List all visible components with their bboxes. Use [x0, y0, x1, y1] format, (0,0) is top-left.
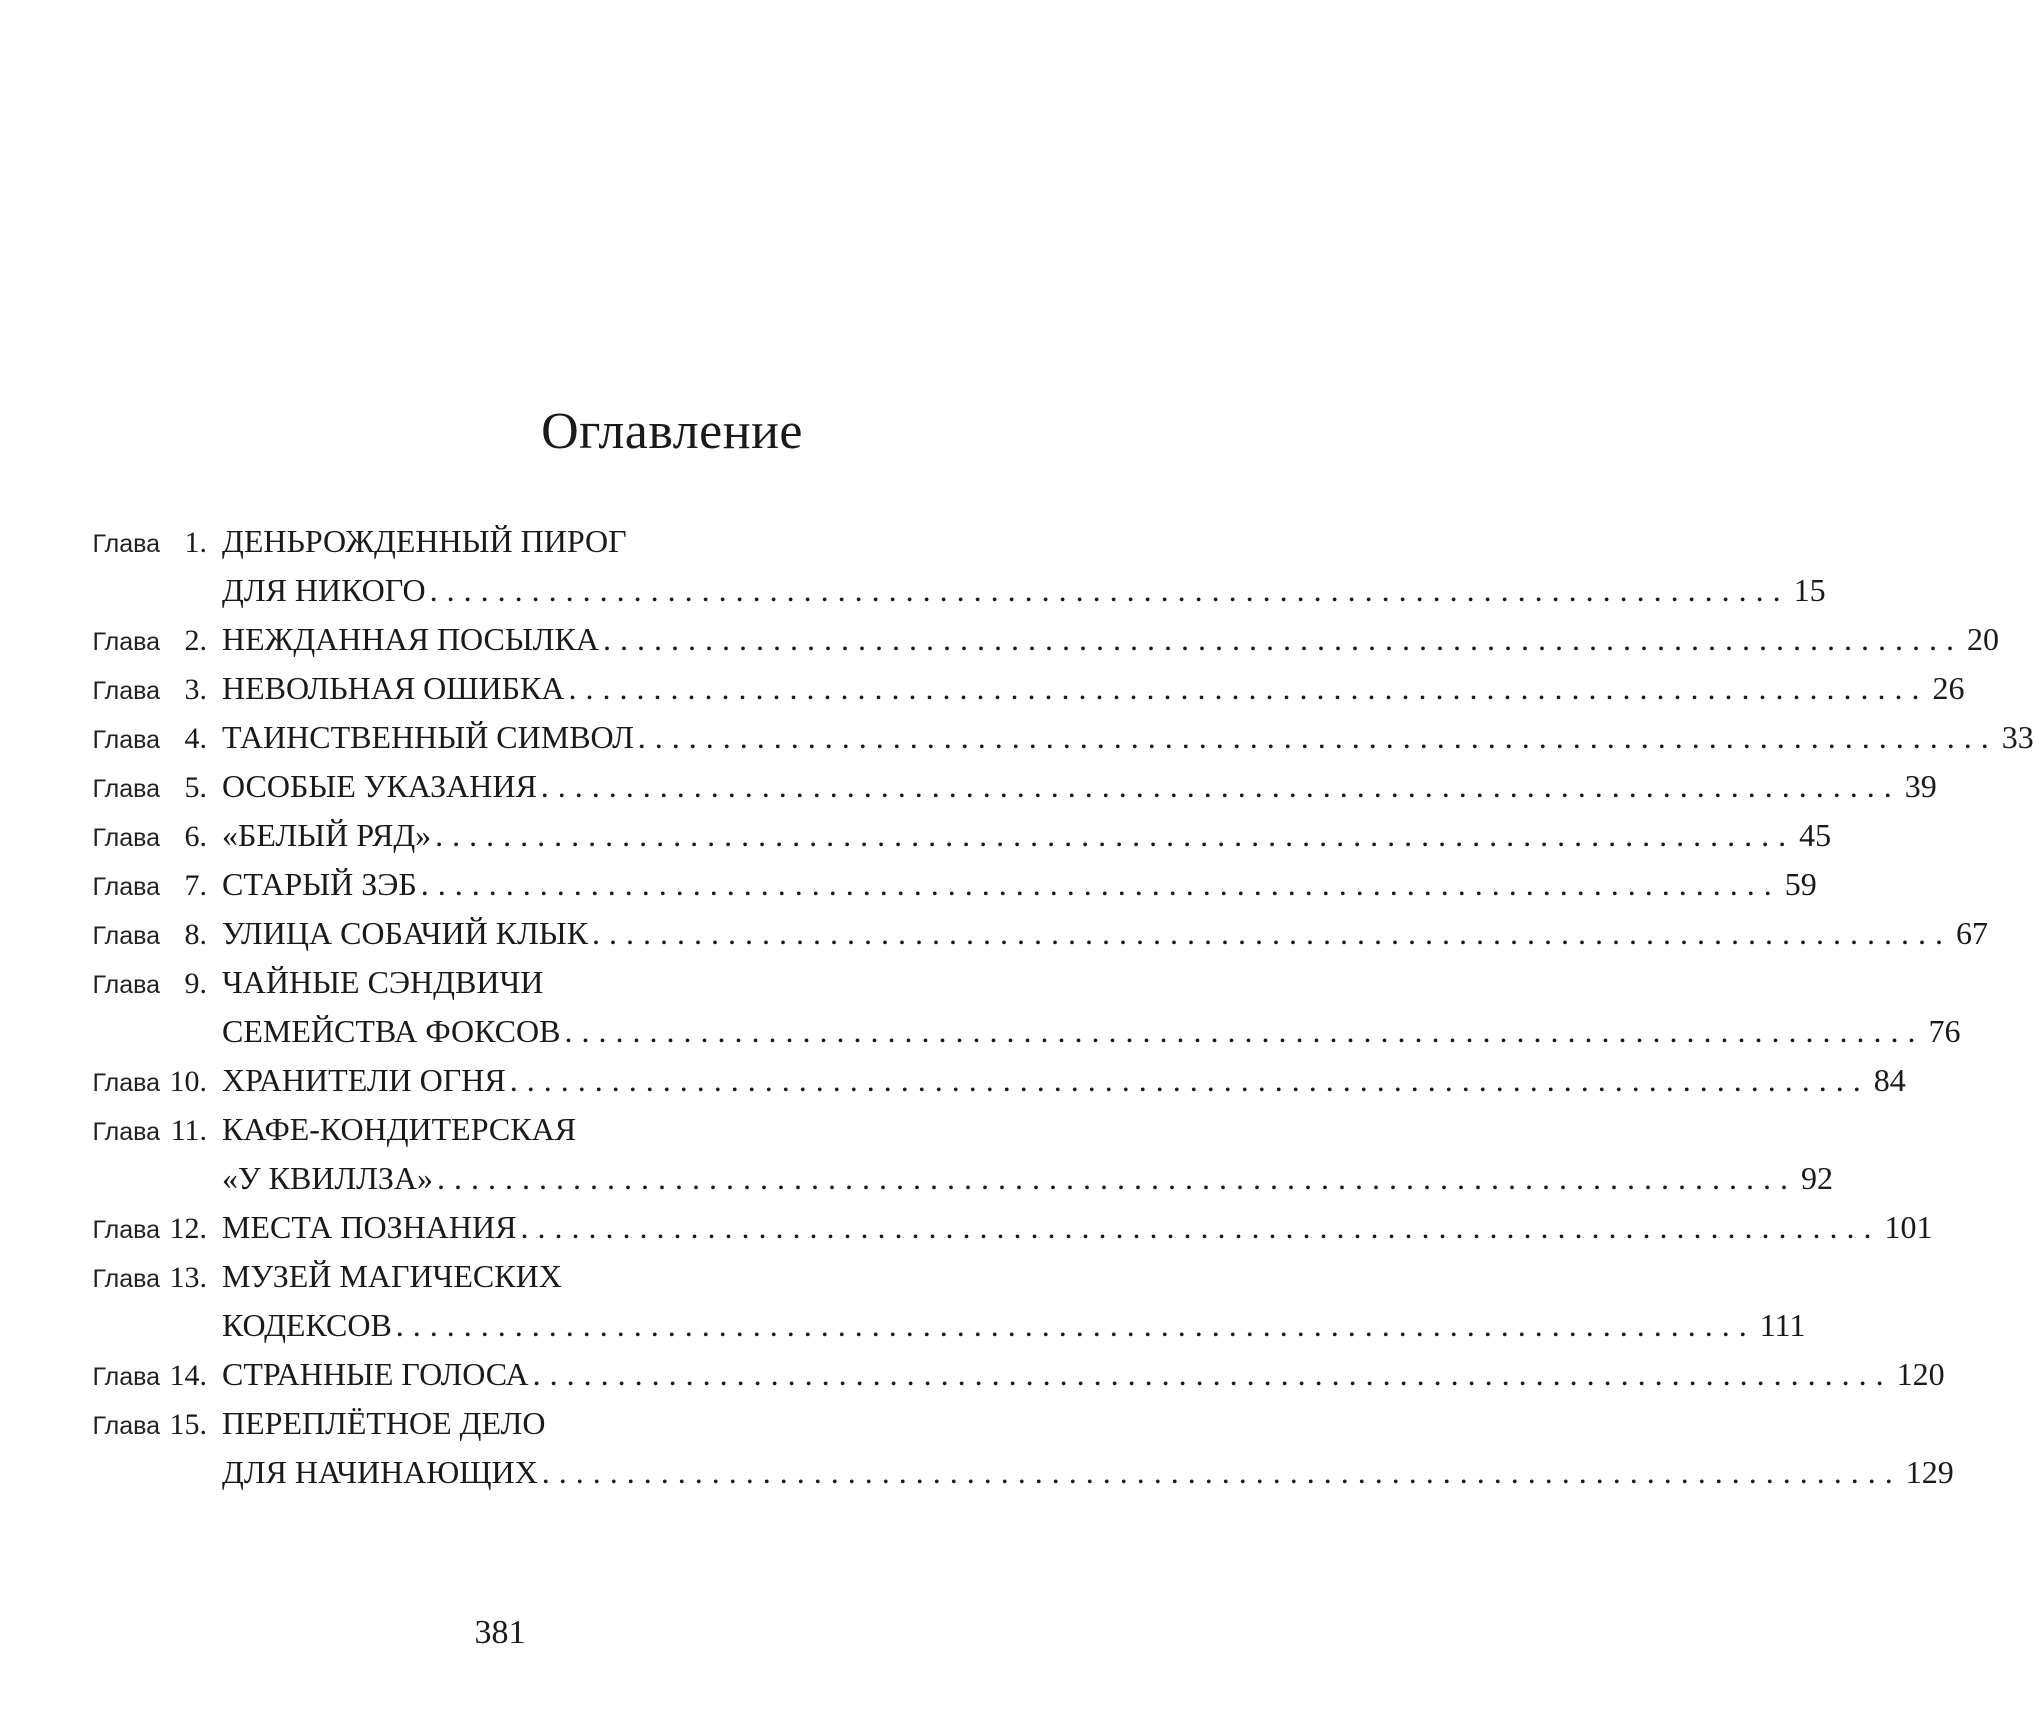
page-reference[interactable]: 76: [1928, 1013, 1961, 1049]
page-title: Оглавление: [541, 403, 803, 460]
chapter-title-with-leader: [222, 1454, 1954, 1494]
chapter-label: Глава: [92, 922, 160, 950]
toc-entry-line: [0, 1400, 1000, 1449]
toc-entry[interactable]: [0, 1057, 1906, 1106]
chapter-title-with-leader: [222, 1160, 1833, 1200]
toc-entry[interactable]: [0, 763, 1937, 812]
toc-entry[interactable]: [0, 1253, 1806, 1351]
dot-leader: ................................................................................: [420, 866, 1781, 902]
chapter-title-with-leader: [222, 670, 1965, 710]
toc-entry-line: [0, 910, 1989, 959]
chapter-label: Глава: [92, 628, 160, 656]
toc-entry-line: [0, 959, 1000, 1008]
chapter-title: СЕМЕЙСТВА ФОКСОВ: [222, 1013, 561, 1049]
chapter-title: ДЕНЬРОЖДЕННЫЙ ПИРОГ: [222, 523, 627, 559]
toc-entry-line: [0, 1204, 1933, 1253]
chapter-number: 1.: [184, 526, 207, 559]
page-reference[interactable]: 129: [1905, 1454, 1954, 1490]
toc-entry-line: [0, 1253, 1000, 1302]
chapter-number: 13.: [169, 1261, 207, 1294]
dot-leader: ................................................................................: [532, 1356, 1893, 1392]
toc-entry[interactable]: [0, 812, 1832, 861]
dot-leader: ................................................................................: [637, 719, 1998, 755]
toc-entry-line: [0, 1449, 1954, 1498]
toc-entry[interactable]: [0, 665, 1965, 714]
dot-leader: ................................................................................: [520, 1209, 1881, 1245]
chapter-label: Глава: [92, 677, 160, 705]
toc-entry[interactable]: [0, 1400, 1954, 1498]
chapter-title: «У КВИЛЛЗА»: [222, 1160, 433, 1196]
chapter-label: Глава: [92, 971, 160, 999]
dot-leader: ................................................................................: [568, 670, 1929, 706]
chapter-label: Глава: [92, 1265, 160, 1293]
chapter-label: Глава: [92, 726, 160, 754]
chapter-title: УЛИЦА СОБАЧИЙ КЛЫК: [222, 915, 589, 951]
page-number: 381: [474, 1614, 526, 1651]
chapter-title: СТАРЫЙ ЗЭБ: [222, 866, 417, 902]
page-reference[interactable]: 45: [1799, 817, 1832, 853]
toc-entry-line: [0, 763, 1937, 812]
chapter-number: 5.: [184, 771, 207, 804]
dot-leader: ................................................................................: [564, 1013, 1925, 1049]
chapter-number: 12.: [169, 1212, 207, 1245]
chapter-title: ЧАЙНЫЕ СЭНДВИЧИ: [222, 964, 544, 1000]
toc-entry-line: [0, 616, 1999, 665]
page-reference[interactable]: 15: [1793, 572, 1826, 608]
chapter-title: «БЕЛЫЙ РЯД»: [222, 817, 432, 853]
chapter-title: ПЕРЕПЛЁТНОЕ ДЕЛО: [222, 1405, 546, 1441]
chapter-label: Глава: [92, 1363, 160, 1391]
chapter-title-with-leader: [222, 1209, 1933, 1249]
toc-entry-line: [0, 861, 1817, 910]
chapter-number: 9.: [184, 967, 207, 1000]
chapter-label: Глава: [92, 530, 160, 558]
chapter-title: ОСОБЫЕ УКАЗАНИЯ: [222, 768, 537, 804]
page-reference[interactable]: 101: [1884, 1209, 1933, 1245]
dot-leader: ................................................................................: [602, 621, 1963, 657]
toc-entry[interactable]: [0, 1204, 1933, 1253]
toc-entry-line: [0, 567, 1826, 616]
toc-entry-line: [0, 1155, 1833, 1204]
chapter-number: 15.: [169, 1408, 207, 1441]
chapter-number: 7.: [184, 869, 207, 902]
toc-entry-line: [0, 518, 1000, 567]
chapter-label: Глава: [92, 1069, 160, 1097]
page-reference[interactable]: 67: [1956, 915, 1989, 951]
chapter-title-with-leader: [222, 1356, 1945, 1396]
chapter-title-with-leader: [222, 768, 1937, 808]
chapter-title: ДЛЯ НИКОГО: [222, 572, 426, 608]
dot-leader: ................................................................................: [509, 1062, 1870, 1098]
toc-entry-line: [0, 1106, 1000, 1155]
table-of-contents: [0, 518, 2034, 1498]
page-reference[interactable]: 20: [1966, 621, 1999, 657]
toc-entry-line: [0, 1057, 1906, 1106]
chapter-title: МУЗЕЙ МАГИЧЕСКИХ: [222, 1258, 562, 1294]
chapter-title-with-leader: [222, 817, 1832, 857]
chapter-title: ДЛЯ НАЧИНАЮЩИХ: [222, 1454, 538, 1490]
toc-entry-line: [0, 812, 1832, 861]
chapter-title: ХРАНИТЕЛИ ОГНЯ: [222, 1062, 506, 1098]
dot-leader: ................................................................................: [395, 1307, 1756, 1343]
toc-entry[interactable]: [0, 910, 1989, 959]
chapter-title-with-leader: [222, 621, 1999, 661]
chapter-title-with-leader: [222, 1013, 1961, 1053]
dot-leader: ................................................................................: [435, 817, 1796, 853]
toc-entry-line: [0, 1302, 1806, 1351]
chapter-title: НЕЖДАННАЯ ПОСЫЛКА: [222, 621, 599, 657]
toc-entry[interactable]: [0, 959, 1961, 1057]
chapter-label: Глава: [92, 1216, 160, 1244]
dot-leader: ................................................................................: [429, 572, 1790, 608]
chapter-label: Глава: [92, 824, 160, 852]
toc-entry[interactable]: [0, 714, 2034, 763]
page-reference[interactable]: 59: [1784, 866, 1817, 902]
chapter-title: НЕВОЛЬНАЯ ОШИБКА: [222, 670, 565, 706]
chapter-title: ТАИНСТВЕННЫЙ СИМВОЛ: [222, 719, 634, 755]
chapter-title-with-leader: [222, 572, 1826, 612]
toc-entry-line: [0, 1351, 1945, 1400]
chapter-title-with-leader: [222, 915, 1989, 955]
toc-entry[interactable]: [0, 1106, 1833, 1204]
dot-leader: ................................................................................: [592, 915, 1953, 951]
chapter-label: Глава: [92, 1118, 160, 1146]
chapter-title: МЕСТА ПОЗНАНИЯ: [222, 1209, 517, 1245]
chapter-number: 11.: [170, 1114, 207, 1147]
page-reference[interactable]: 26: [1932, 670, 1965, 706]
chapter-title-with-leader: [222, 1062, 1906, 1102]
toc-entry[interactable]: [0, 1351, 1945, 1400]
chapter-title-with-leader: [222, 719, 2034, 759]
chapter-title: КОДЕКСОВ: [222, 1307, 392, 1343]
chapter-number: 8.: [184, 918, 207, 951]
chapter-title: КАФЕ-КОНДИТЕРСКАЯ: [222, 1111, 577, 1147]
toc-entry-line: [0, 1008, 1961, 1057]
chapter-label: Глава: [92, 873, 160, 901]
page-reference[interactable]: 39: [1904, 768, 1937, 804]
page-reference[interactable]: 92: [1801, 1160, 1833, 1196]
page-reference[interactable]: 33: [2001, 719, 2034, 755]
chapter-title: СТРАННЫЕ ГОЛОСА: [222, 1356, 529, 1392]
dot-leader: ................................................................................: [437, 1160, 1797, 1196]
chapter-number: 2.: [184, 624, 207, 657]
chapter-number: 14.: [169, 1359, 207, 1392]
chapter-number: 3.: [184, 673, 207, 706]
chapter-number: 6.: [184, 820, 207, 853]
toc-entry-line: [0, 665, 1965, 714]
toc-entry[interactable]: [0, 518, 1826, 616]
dot-leader: ................................................................................: [540, 768, 1901, 804]
toc-entry[interactable]: [0, 616, 1999, 665]
chapter-number: 10.: [169, 1065, 207, 1098]
chapter-label: Глава: [92, 775, 160, 803]
toc-entry[interactable]: [0, 861, 1817, 910]
page-reference[interactable]: 120: [1896, 1356, 1945, 1392]
chapter-label: Глава: [92, 1412, 160, 1440]
chapter-number: 4.: [184, 722, 207, 755]
chapter-title-with-leader: [222, 866, 1817, 906]
toc-entry-line: [0, 714, 2034, 763]
page-reference[interactable]: 84: [1873, 1062, 1906, 1098]
dot-leader: ................................................................................: [541, 1454, 1902, 1490]
chapter-title-with-leader: [222, 1307, 1806, 1347]
page-reference[interactable]: 111: [1759, 1307, 1806, 1343]
